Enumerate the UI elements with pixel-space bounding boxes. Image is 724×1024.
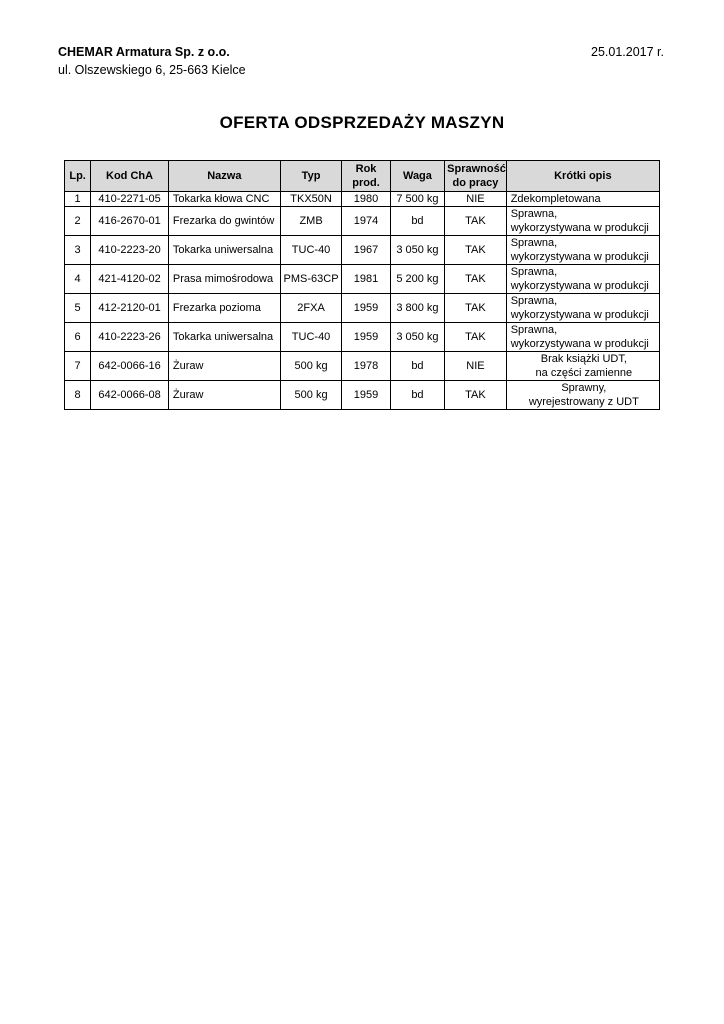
cell-opis bbox=[506, 294, 659, 323]
cell-typ: 500 kg bbox=[280, 352, 342, 381]
cell-kod: 410-2223-20 bbox=[91, 236, 169, 265]
cell-nazwa: Żuraw bbox=[168, 352, 280, 381]
cell-waga: 3 050 kg bbox=[390, 323, 444, 352]
cell-sprawnosc: TAK bbox=[445, 323, 507, 352]
cell-sprawnosc: TAK bbox=[445, 294, 507, 323]
table-row bbox=[65, 192, 660, 207]
cell-kod: 642-0066-08 bbox=[91, 381, 169, 410]
cell-opis bbox=[506, 381, 659, 410]
cell-sprawnosc: TAK bbox=[445, 207, 507, 236]
cell-opis-line2: wyrejestrowany z UDT bbox=[528, 396, 639, 408]
cell-waga: bd bbox=[390, 381, 444, 410]
cell-rok: 1959 bbox=[342, 323, 390, 352]
table-row bbox=[65, 352, 660, 381]
cell-opis-line1: Sprawna, bbox=[510, 295, 558, 307]
cell-opis-line2: wykorzystywana w produkcji bbox=[510, 280, 649, 292]
cell-sprawnosc: TAK bbox=[445, 381, 507, 410]
cell-waga: bd bbox=[390, 352, 444, 381]
table-row bbox=[65, 381, 660, 410]
cell-lp: 7 bbox=[65, 352, 91, 381]
cell-opis bbox=[506, 207, 659, 236]
header-lp: Lp. bbox=[65, 161, 91, 192]
cell-opis bbox=[506, 352, 659, 381]
cell-opis-line1: Sprawna, bbox=[510, 266, 558, 278]
cell-rok: 1967 bbox=[342, 236, 390, 265]
cell-opis bbox=[506, 265, 659, 294]
cell-opis-line1: Sprawna, bbox=[510, 208, 558, 220]
document-title: OFERTA ODSPRZEDAŻY MASZYN bbox=[219, 113, 505, 132]
cell-waga: bd bbox=[390, 207, 444, 236]
cell-typ: 2FXA bbox=[280, 294, 342, 323]
company-header bbox=[58, 43, 246, 79]
header-kod: Kod ChA bbox=[91, 161, 169, 192]
cell-rok: 1980 bbox=[342, 192, 390, 207]
company-address: ul. Olszewskiego 6, 25-663 Kielce bbox=[58, 63, 246, 77]
machines-table bbox=[64, 160, 660, 410]
cell-kod: 416-2670-01 bbox=[91, 207, 169, 236]
cell-waga: 3 050 kg bbox=[390, 236, 444, 265]
cell-typ: TKX50N bbox=[280, 192, 342, 207]
cell-waga: 7 500 kg bbox=[390, 192, 444, 207]
cell-opis-line2: wykorzystywana w produkcji bbox=[510, 251, 649, 263]
cell-nazwa: Żuraw bbox=[168, 381, 280, 410]
cell-opis-line2: wykorzystywana w produkcji bbox=[510, 338, 649, 350]
cell-typ: ZMB bbox=[280, 207, 342, 236]
cell-kod: 410-2271-05 bbox=[91, 192, 169, 207]
cell-opis bbox=[506, 323, 659, 352]
table-row bbox=[65, 207, 660, 236]
cell-opis-line1: Sprawna, bbox=[510, 237, 558, 249]
cell-sprawnosc: NIE bbox=[445, 352, 507, 381]
cell-waga: 3 800 kg bbox=[390, 294, 444, 323]
table-row bbox=[65, 236, 660, 265]
cell-lp: 8 bbox=[65, 381, 91, 410]
cell-typ: TUC-40 bbox=[280, 236, 342, 265]
cell-rok: 1959 bbox=[342, 294, 390, 323]
document-date: 25.01.2017 r. bbox=[591, 45, 664, 59]
cell-rok: 1974 bbox=[342, 207, 390, 236]
cell-lp: 3 bbox=[65, 236, 91, 265]
table-row bbox=[65, 323, 660, 352]
cell-sprawnosc: TAK bbox=[445, 236, 507, 265]
cell-kod: 421-4120-02 bbox=[91, 265, 169, 294]
table-row bbox=[65, 294, 660, 323]
cell-lp: 6 bbox=[65, 323, 91, 352]
table-header-row bbox=[65, 161, 660, 192]
header-nazwa: Nazwa bbox=[168, 161, 280, 192]
cell-nazwa: Frezarka pozioma bbox=[168, 294, 280, 323]
header-rok-line2: prod. bbox=[352, 177, 380, 189]
cell-kod: 412-2120-01 bbox=[91, 294, 169, 323]
cell-rok: 1981 bbox=[342, 265, 390, 294]
cell-sprawnosc: NIE bbox=[445, 192, 507, 207]
cell-opis-line1: Zdekompletowana bbox=[510, 193, 601, 205]
cell-typ: 500 kg bbox=[280, 381, 342, 410]
cell-opis bbox=[506, 192, 659, 207]
cell-typ: TUC-40 bbox=[280, 323, 342, 352]
cell-rok: 1959 bbox=[342, 381, 390, 410]
cell-nazwa: Tokarka uniwersalna bbox=[168, 236, 280, 265]
cell-opis-line1: Sprawny, bbox=[561, 382, 607, 394]
cell-lp: 1 bbox=[65, 192, 91, 207]
cell-opis-line1: Sprawna, bbox=[510, 324, 558, 336]
header-waga: Waga bbox=[390, 161, 444, 192]
cell-lp: 5 bbox=[65, 294, 91, 323]
cell-lp: 2 bbox=[65, 207, 91, 236]
cell-opis-line1: Brak książki UDT, bbox=[540, 353, 627, 365]
cell-waga: 5 200 kg bbox=[390, 265, 444, 294]
company-name: CHEMAR Armatura Sp. z o.o. bbox=[58, 45, 230, 59]
header-sprawnosc-line2: do pracy bbox=[452, 177, 499, 189]
cell-lp: 4 bbox=[65, 265, 91, 294]
header-sprawnosc bbox=[445, 161, 507, 192]
header-opis: Krótki opis bbox=[506, 161, 659, 192]
cell-nazwa: Prasa mimośrodowa bbox=[168, 265, 280, 294]
header-typ: Typ bbox=[280, 161, 342, 192]
header-rok-line1: Rok bbox=[355, 163, 377, 175]
cell-opis-line2: wykorzystywana w produkcji bbox=[510, 222, 649, 234]
cell-kod: 642-0066-16 bbox=[91, 352, 169, 381]
cell-opis-line2: wykorzystywana w produkcji bbox=[510, 309, 649, 321]
cell-sprawnosc: TAK bbox=[445, 265, 507, 294]
header-rok bbox=[342, 161, 390, 192]
cell-typ: PMS-63CP bbox=[280, 265, 342, 294]
cell-opis bbox=[506, 236, 659, 265]
cell-rok: 1978 bbox=[342, 352, 390, 381]
cell-nazwa: Frezarka do gwintów bbox=[168, 207, 280, 236]
cell-nazwa: Tokarka kłowa CNC bbox=[168, 192, 280, 207]
cell-opis-line2: na części zamienne bbox=[535, 367, 633, 379]
table-row bbox=[65, 265, 660, 294]
cell-nazwa: Tokarka uniwersalna bbox=[168, 323, 280, 352]
header-sprawnosc-line1: Sprawność bbox=[447, 163, 506, 175]
cell-kod: 410-2223-26 bbox=[91, 323, 169, 352]
